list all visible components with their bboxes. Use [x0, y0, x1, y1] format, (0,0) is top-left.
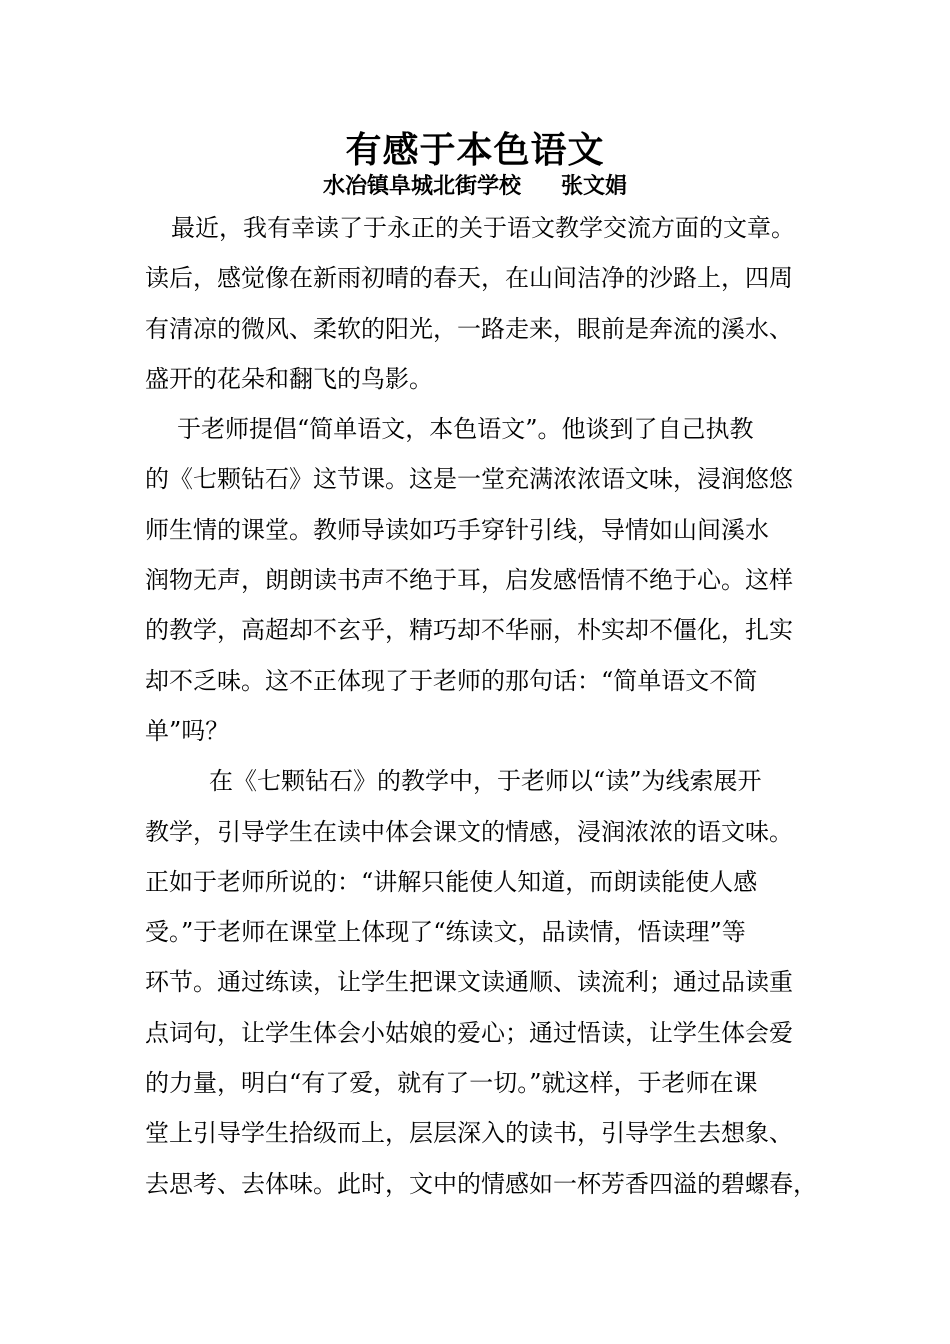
text-line: 润物无声，朗朗读书声不绝于耳，启发感悟情不绝于心。这样	[145, 566, 793, 595]
text-line: 读后，感觉像在新雨初晴的春天，在山间洁净的沙路上，四周	[145, 264, 793, 293]
text-line: 的教学，高超却不玄乎，精巧却不华丽，朴实却不僵化，扎实	[145, 616, 793, 645]
text-line: 的力量，明白“有了爱，就有了一切。”就这样，于老师在课	[145, 1069, 758, 1098]
text-line: 堂上引导学生拾级而上，层层深入的读书，引导学生去想象、	[145, 1119, 793, 1148]
text-line: 单”吗？	[145, 716, 230, 745]
paragraph-2	[145, 404, 835, 756]
text-line: 最近，我有幸读了于永正的关于语文教学交流方面的文章。	[171, 214, 795, 242]
author-line	[0, 172, 950, 202]
text-line: 有清凉的微风、柔软的阳光，一路走来，眼前是奔流的溪水、	[145, 314, 793, 343]
text-line: 的《七颗钻石》这节课。这是一堂充满浓浓语文味，浸润悠悠	[145, 465, 793, 494]
text-line: 教学，引导学生在读中体会课文的情感，浸润浓浓的语文味。	[145, 817, 793, 846]
text-line: 于老师提倡“简单语文，本色语文”。他谈到了自己执教	[177, 415, 754, 444]
text-line: 在《七颗钻石》的教学中，于老师以“读”为线索展开	[209, 767, 762, 796]
text-line: 去思考、去体味。此时，文中的情感如一杯芳香四溢的碧螺春，	[145, 1169, 817, 1198]
paragraph-3	[145, 756, 835, 1209]
document-title: 有感于本色语文	[345, 130, 605, 171]
document-body	[145, 203, 835, 1209]
school-name: 水冶镇阜城北街学校	[322, 174, 521, 199]
text-line: 受。”于老师在课堂上体现了“练读文，品读情，悟读理”等	[145, 918, 746, 947]
text-line: 盛开的花朵和翻飞的鸟影。	[145, 364, 433, 393]
text-line: 师生情的课堂。教师导读如巧手穿针引线，导情如山间溪水	[145, 515, 769, 544]
text-line: 却不乏味。这不正体现了于老师的那句话：“简单语文不简	[145, 666, 758, 695]
text-line: 点词句，让学生体会小姑娘的爱心；通过悟读，让学生体会爱	[145, 1018, 793, 1047]
paragraph-1	[145, 203, 835, 404]
text-line: 正如于老师所说的：“讲解只能使人知道，而朗读能使人感	[145, 867, 758, 896]
text-line: 环节。通过练读，让学生把课文读通顺、读流利；通过品读重	[145, 968, 793, 997]
author-name: 张文娟	[561, 174, 628, 199]
